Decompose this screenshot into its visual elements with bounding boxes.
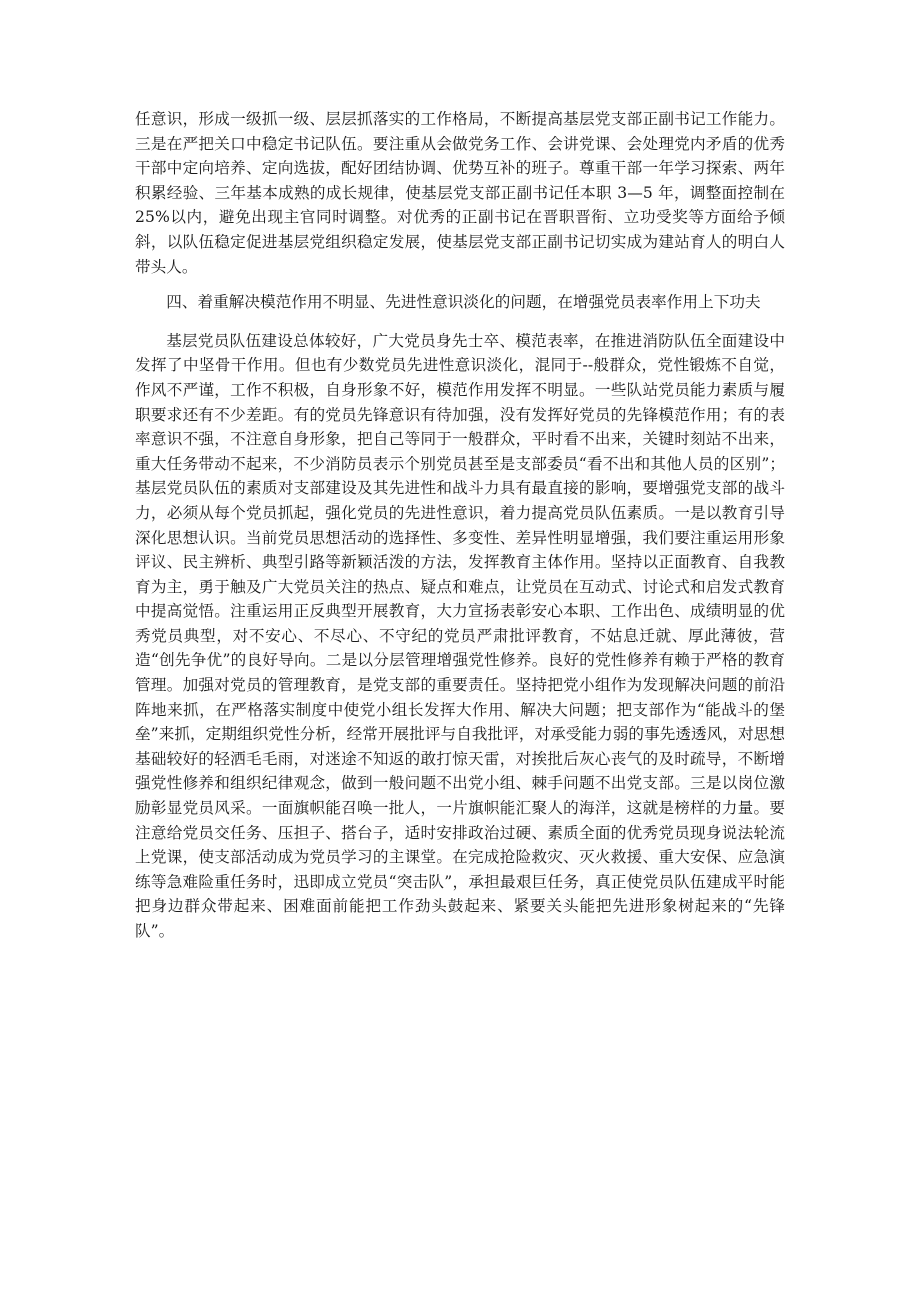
section-heading-four: 四、着重解决模范作用不明显、先进性意识淡化的问题，在增强党员表率作用上下功夫: [166, 293, 761, 312]
document-page: [135, 107, 785, 944]
paragraph-body: 基层党员队伍建设总体较好，广大党员身先士卒、模范表率，在推进消防队伍全面建设中发挥了中坚骨干作用。但也有少数党员先进性意识淡化，混同于--般群众，党性锻炼不自觉，作风不严谨，工作不积极，自身形象不好，模范作用发挥不明显。一些队站党员能力素质与履职要求还有不少差距。有的党员先锋意识有待加强，没有发挥好党员的先锋模范作用；有的表率意识不强，不注意自身形象，把自己等同于一般群众，平时看不出来，关键时刻站不出来，重大任务带动不起来，不少消防员表示个别党员甚至是支部委员“看不出和其他人员的区别”；基层党员队伍的素质对支部建设及其先进性和战斗力具有最直接的影响，要增强党支部的战斗力，必须从每个党员抓起，强化党员的先进性意识，着力提高党员队伍素质。一是以教育引导深化思想认识。当前党员思想活动的选择性、多变性、差异性明显增强，我们要注重运用形象评议、民主辨析、典型引路等新颖活泼的方法，发挥教育主体作用。坚持以正面教育、自我教育为主，勇于触及广大党员关注的热点、疑点和难点，让党员在互动式、讨论式和启发式教育中提高觉悟。注重运用正反典型开展教育，大力宣扬表彰安心本职、工作出色、成绩明显的优秀党员典型，对不安心、不尽心、不守纪的党员严肃批评教育，不姑息迁就、厚此薄彼，营造“创先争优”的良好导向。二是以分层管理增强党性修养。良好的党性修养有赖于严格的教育管理。加强对党员的管理教育，是党支部的重要责任。坚持把党小组作为发现解决问题的前沿阵地来抓，在严格落实制度中使党小组长发挥大作用、解决大问题；把支部作为“能战斗的堡垒”来抓，定期组织党性分析，经常开展批评与自我批评，对承受能力弱的事先透透风，对思想基础较好的轻洒毛毛雨，对迷途不知返的敢打惊天雷，对挨批后灰心丧气的及时疏导，不断增强党性修养和组织纪律观念，做到一般问题不出党小组、棘手问题不出党支部。三是以岗位激励彰显党员风采。一面旗帜能召唤一批人，一片旗帜能汇聚人的海洋，这就是榜样的力量。要注意给党员交任务、压担子、搭台子，适时安排政治过硬、素质全面的优秀党员现身说法轮流上党课，使支部活动成为党员学习的主课堂。在完成抢险救灾、灭火救援、重大安保、应急演练等急难险重任务时，迅即成立党员“突击队”，承担最艰巨任务，真正使党员队伍建成平时能把身边群众带起来、困难面前能把工作劲头鼓起来、紧要关头能把先进形象树起来的“先锋队”。: [135, 331, 785, 940]
paragraph-continuation: 任意识，形成一级抓一级、层层抓落实的工作格局，不断提高基层党支部正副书记工作能力。三是在严把关口中稳定书记队伍。要注重从会做党务工作、会讲党课、会处理党内矛盾的优秀干部中定向培养、定向选拔，配好团结协调、优势互补的班子。尊重干部一年学习探索、两年积累经验、三年基本成熟的成长规律，使基层党支部正副书记任本职 3—5 年，调整面控制在 25%以内，避免出现主官同时调整。对优秀的正副书记在晋职晋衔、立功受奖等方面给予倾斜，以队伍稳定促进基层党组织稳定发展，使基层党支部正副书记切实成为建站育人的明白人带头人。: [135, 110, 785, 276]
